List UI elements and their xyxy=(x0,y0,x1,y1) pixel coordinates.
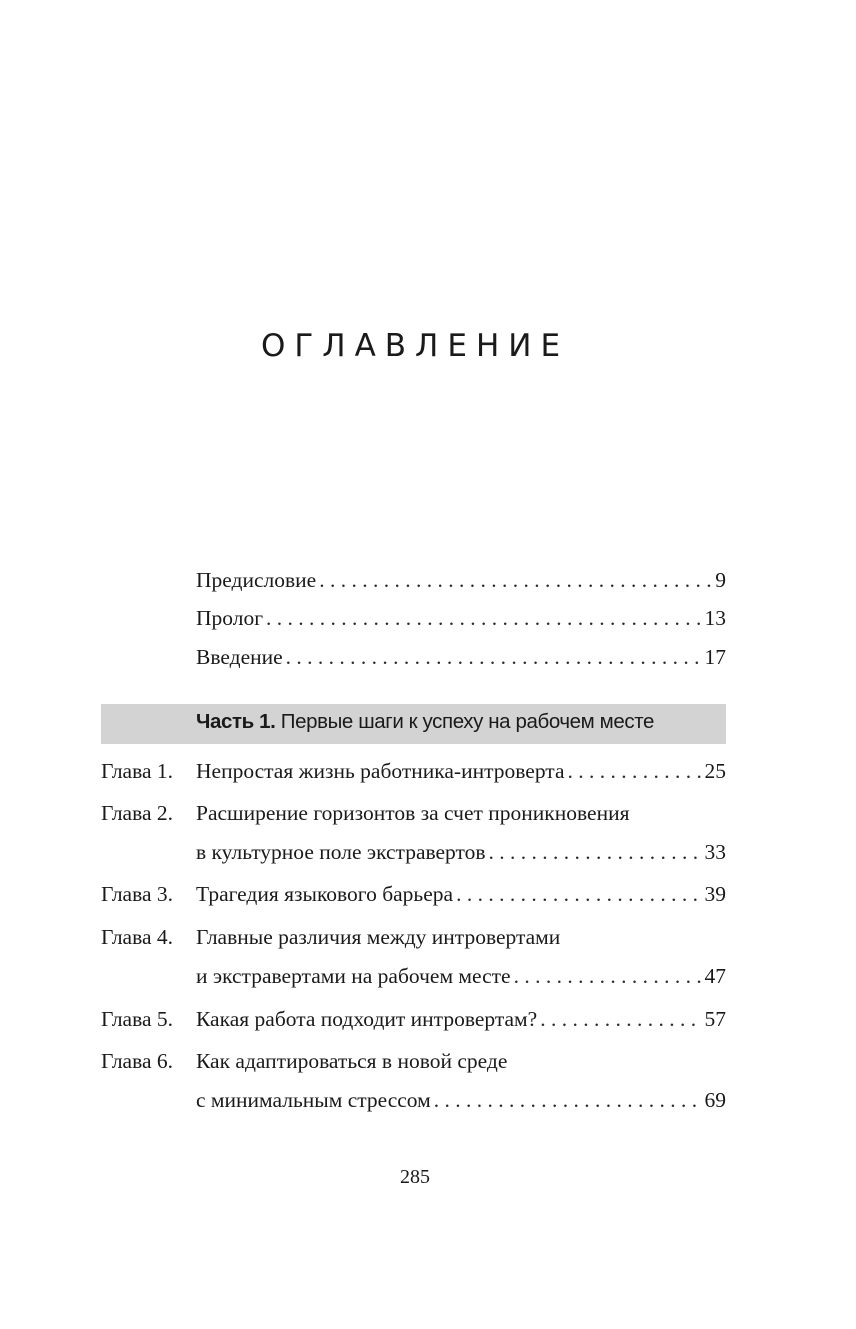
toc-entry-chapter-4[interactable] xyxy=(196,962,726,990)
toc-entry-chapter-3[interactable] xyxy=(196,880,726,908)
toc-entry-page: 69 xyxy=(704,1088,726,1112)
toc-entry-chapter-1[interactable] xyxy=(196,757,726,785)
dot-leader xyxy=(266,604,700,632)
page-title: ОГЛАВЛЕНИЕ xyxy=(260,328,570,364)
part-heading[interactable] xyxy=(101,704,726,744)
chapter-label: Глава 3. xyxy=(101,882,173,906)
toc-entry-title: в культурное поле экстравертов xyxy=(196,840,486,864)
chapter-label: Глава 5. xyxy=(101,1007,173,1031)
part-number: Часть 1. xyxy=(196,710,276,733)
toc-entry-title: Предисловие xyxy=(196,568,317,592)
toc-entry-page: 9 xyxy=(715,568,726,592)
toc-entry-title: Непростая жизнь работника-интроверта xyxy=(196,759,565,783)
toc-entry-page: 39 xyxy=(704,882,726,906)
toc-entry-title: с минимальным стрессом xyxy=(196,1088,431,1112)
dot-leader xyxy=(286,643,701,671)
toc-entry-preface[interactable] xyxy=(196,566,726,594)
toc-entry-title-line: Главные различия между интровертами xyxy=(196,925,561,949)
toc-entry-chapter-6[interactable] xyxy=(196,1086,726,1114)
toc-entry-title: Введение xyxy=(196,645,283,669)
toc-entry-title-line: Как адаптироваться в новой среде xyxy=(196,1049,508,1073)
chapter-label: Глава 1. xyxy=(101,759,173,783)
toc-entry-page: 17 xyxy=(704,645,726,669)
dot-leader xyxy=(568,757,701,785)
toc-entry-introduction[interactable] xyxy=(196,643,726,671)
dot-leader xyxy=(514,962,701,990)
toc-entry-prologue[interactable] xyxy=(196,604,726,632)
dot-leader xyxy=(319,566,711,594)
part-title: Первые шаги к успеху на рабочем месте xyxy=(280,710,654,733)
toc-entry-page: 25 xyxy=(704,759,726,783)
toc-entry-page: 13 xyxy=(704,606,726,630)
toc-entry-page: 33 xyxy=(704,840,726,864)
chapter-label: Глава 2. xyxy=(101,801,173,825)
toc-entry-page: 57 xyxy=(704,1007,726,1031)
toc-entry-page: 47 xyxy=(704,964,726,988)
dot-leader xyxy=(489,838,701,866)
chapter-label: Глава 4. xyxy=(101,925,173,949)
part-heading-text xyxy=(196,710,654,734)
toc-entry-chapter-2[interactable] xyxy=(196,838,726,866)
toc-entry-title: Пролог xyxy=(196,606,264,630)
toc-entry-title: Трагедия языкового барьера xyxy=(196,882,454,906)
toc-entry-title: Какая работа подходит интровертам? xyxy=(196,1007,538,1031)
page-number: 285 xyxy=(400,1166,430,1188)
dot-leader xyxy=(456,880,700,908)
toc-entry-chapter-5[interactable] xyxy=(196,1005,726,1033)
toc-entry-title-line: Расширение горизонтов за счет проникновения xyxy=(196,801,630,825)
dot-leader xyxy=(434,1086,701,1114)
toc-entry-title: и экстравертами на рабочем месте xyxy=(196,964,511,988)
chapter-label: Глава 6. xyxy=(101,1049,173,1073)
dot-leader xyxy=(540,1005,700,1033)
